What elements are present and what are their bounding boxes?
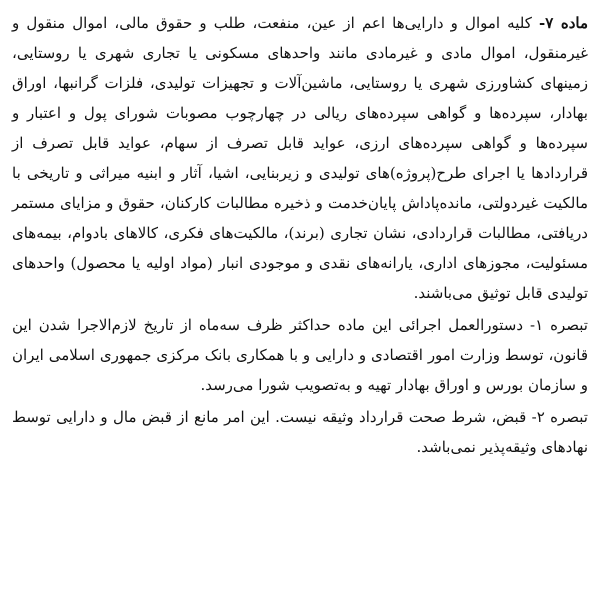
note-2-paragraph <box>12 402 588 462</box>
note-2-label: تبصره ۲- <box>531 408 588 426</box>
article-7-paragraph <box>12 8 588 308</box>
note-2-text: قبض، شرط صحت قرارداد وثیقه نیست. این امر مانع از قبض مال و دارایی توسط نهادهای وثیقه‌پذیر نمی‌باشد. <box>12 408 588 456</box>
note-1-label: تبصره ۱- <box>530 316 588 334</box>
note-1-text: دستورالعمل اجرائی این ماده حداکثر ظرف سه‌ماه از تاریخ لازم‌الاجرا شدن این قانون، توسط وزارت امور اقتصادی و دارایی و با همکاری بانک مرکزی جمهوری اسلامی ایران و سازمان بورس و اوراق بهادار تهیه و به‌تصویب شورا می‌رسد. <box>12 316 588 394</box>
article-7-text: کلیه اموال و دارایی‌ها اعم از عین، منفعت، طلب و حقوق مالی، اموال منقول و غیرمنقول، اموال مادی و غیرمادی مانند واحدهای مسکونی یا تجاری شهری یا روستایی، زمینهای کشاورزی شهری یا روستایی، ماشین‌آلات و تجهیزات تولیدی، فلزات گرانبها، اوراق بهادار، سپرده‌ها و گواهی سپرده‌های ریالی در چهارچوب مصوبات شورای پول و اعتبار و سپرده‌ها و گواهی سپرده‌های ارزی، عواید قابل تصرف از سهام، عواید قابل تصرف از قراردادها یا اجرای طرح(پروژه)های تولیدی و زیربنایی، اشیا، آثار و ابنیه میراثی و تاریخی با مالکیت غیردولتی، مانده‌پاداش پایان‌خدمت و ذخیره مطالبات کارکنان، حقوق و مزایای مستمر دریافتی، مطالبات قراردادی، نشان تجاری (برند)، مالکیت‌های فکری، کالاهای بادوام، بیمه‌های مسئولیت، مجوزهای اداری، یارانه‌های نقدی و موجودی انبار (مواد اولیه یا محصول) واحدهای تولیدی قابل توثیق می‌باشند. <box>12 14 588 302</box>
note-1-paragraph <box>12 310 588 400</box>
article-7-label: ماده ۷- <box>538 14 588 32</box>
